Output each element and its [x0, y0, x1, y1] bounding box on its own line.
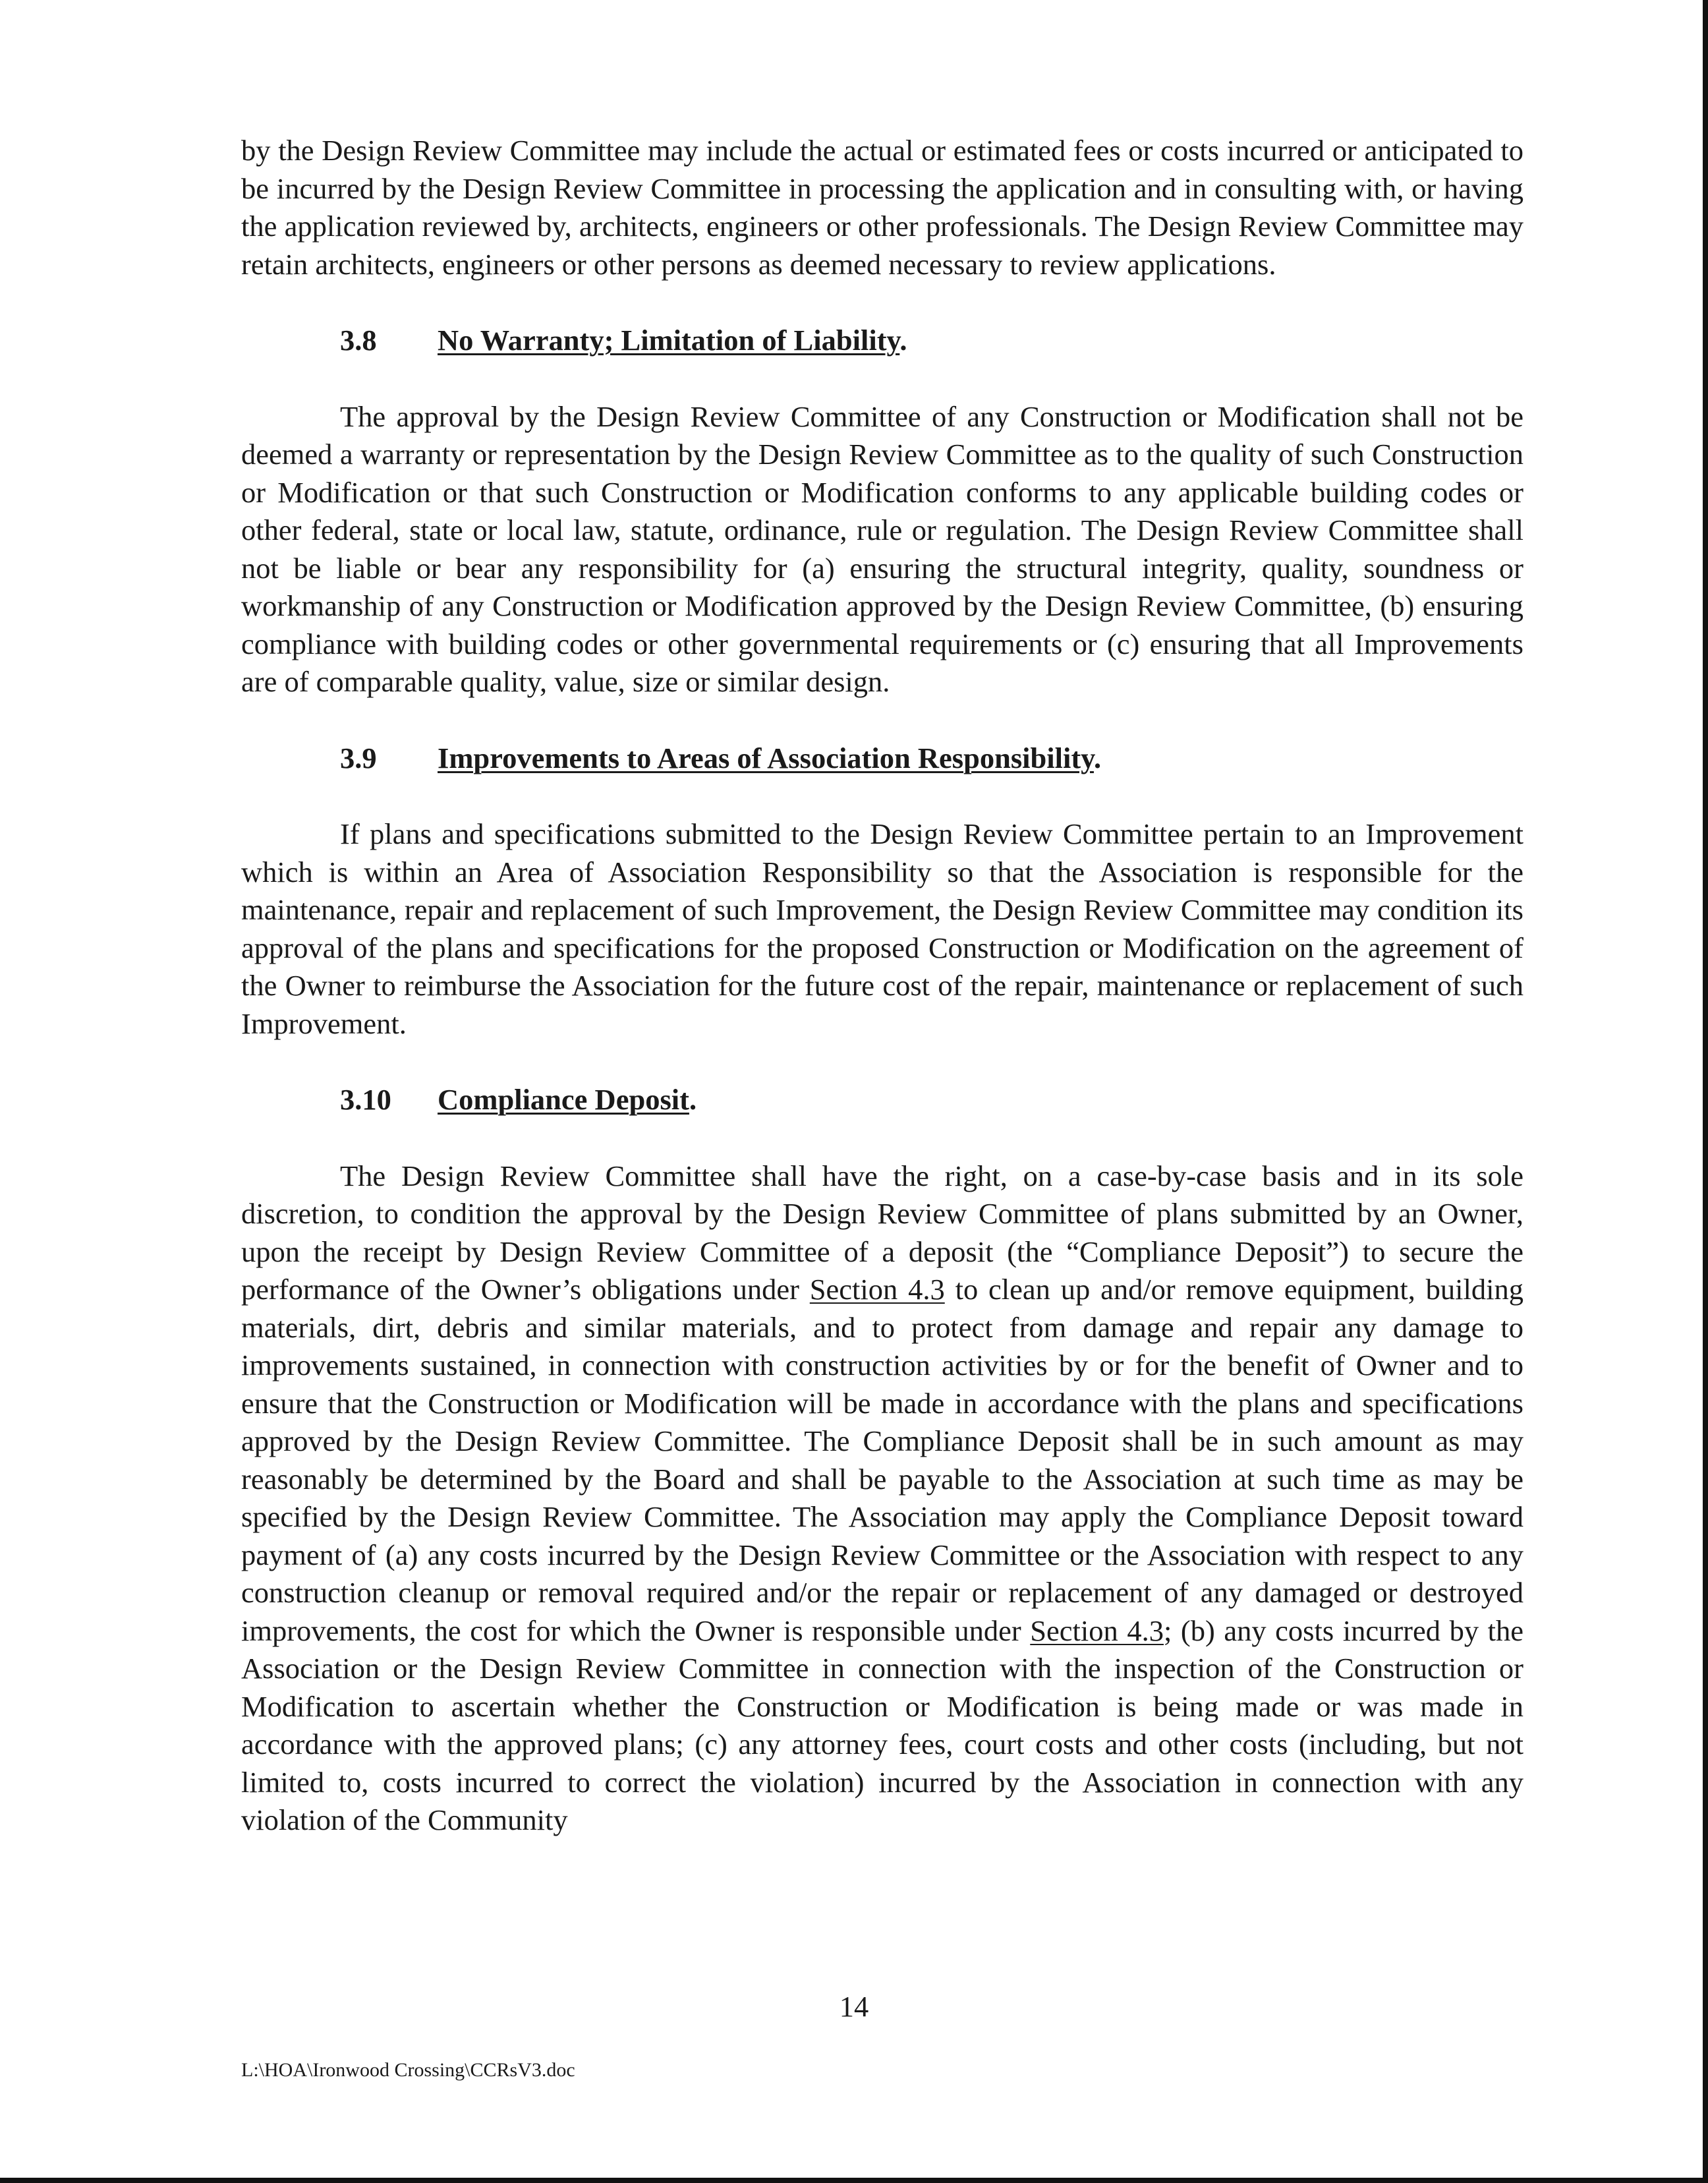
scan-border-bottom: [0, 2178, 1708, 2183]
section-3-8-period: .: [899, 324, 907, 357]
section-3-10-body-part2: to clean up and/or remove equipment, building materials, dirt, debris and similar materials, and to protect from damage and repair any damage to improvements sustained, in connection with construction activities by or for the benefit of Owner and to ensure that the Construction or Modification will be made in accordance with the plans and specifications approved by the Design Review Committee. The Compliance Deposit shall be in such amount as may reasonably be determined by the Board and shall be payable to the Association at such time as may be specified by the Design Review Committee. The Association may apply the Compliance Deposit toward payment of (a) any costs incurred by the Design Review Committee or the Association with respect to any construction cleanup or removal required and/or the repair or replacement of any damaged or destroyed improvements, the cost for which the Owner is responsible under: [241, 1273, 1524, 1647]
document-body: [241, 132, 1523, 1840]
section-3-10-period: .: [689, 1083, 697, 1116]
section-3-8-number: 3.8: [340, 324, 377, 357]
section-3-10-body: [241, 1157, 1523, 1840]
section-4-3-reference-second: Section 4.3: [1030, 1614, 1164, 1647]
section-3-9-body: If plans and specifications submitted to the Design Review Committee pertain to an Improvement which is within an Area of Association Responsibility so that the Association is responsible for the maintenance, repair and replacement of such Improvement, the Design Review Committee may condition its approval of the plans and specifications for the proposed Construction or Modification on the agreement of the Owner to reimburse the Association for the future cost of the repair, maintenance or replacement of such Improvement.: [241, 817, 1523, 1040]
section-3-10-heading: [241, 1081, 1523, 1119]
section-3-9-number: 3.9: [340, 741, 377, 774]
section-3-10-body-part3: ; (b) any costs incurred by the Association or the Design Review Committee in connection with the inspection of the Construction or Modification to ascertain whether the Construction or Modification is being made or was made in accordance with the approved plans; (c) any attorney fees, court costs and other costs (including, but not limited to, costs incurred to correct the violation) incurred by the Association in connection with any violation of the Community: [241, 1614, 1524, 1836]
section-3-10-number: 3.10: [340, 1083, 391, 1116]
section-3-9-heading: [241, 740, 1523, 778]
section-3-10-title: Compliance Deposit: [438, 1083, 689, 1116]
page-number: 14: [839, 1990, 869, 2023]
section-3-8-heading: [241, 322, 1523, 360]
section-3-8-title: No Warranty; Limitation of Liability: [438, 324, 900, 357]
section-3-10-body-part1: The Design Review Committee shall have the right, on a case-by-case basis and in its sole discretion, to condition the approval by the Design Review Committee of plans submitted by an Owner, upon the receipt by Design Review Committee of a deposit (the “Compliance Deposit”) to secure the performance of the Owner’s obligations under: [241, 1159, 1523, 1306]
section-4-3-reference: Section 4.3: [809, 1273, 945, 1306]
footer-file-path: L:\HOA\Ironwood Crossing\CCRsV3.doc: [241, 2059, 575, 2081]
section-3-9-title: Improvements to Areas of Association Responsibility: [438, 741, 1094, 774]
section-3-8-body: The approval by the Design Review Committee of any Construction or Modification shall not be deemed a warranty or representation by the Design Review Committee as to the quality of such Construction or Modification or that such Construction or Modification conforms to any applicable building codes or other federal, state or local law, statute, ordinance, rule or regulation. The Design Review Committee shall not be liable or bear any responsibility for (a) ensuring the structural integrity, quality, soundness or workmanship of any Construction or Modification approved by the Design Review Committee, (b) ensuring compliance with building codes or other governmental requirements or (c) ensuring that all Improvements are of comparable quality, value, size or similar design.: [241, 399, 1523, 698]
intro-paragraph: by the Design Review Committee may include the actual or estimated fees or costs incurred or anticipated to be incurred by the Design Review Committee in processing the application and in consulting with, or having the application reviewed by, architects, engineers or other professionals. The Design Review Committee may retain architects, engineers or other persons as deemed necessary to review applications.: [241, 134, 1523, 281]
section-3-9-period: .: [1093, 741, 1102, 774]
scan-border-right: [1703, 0, 1708, 2183]
